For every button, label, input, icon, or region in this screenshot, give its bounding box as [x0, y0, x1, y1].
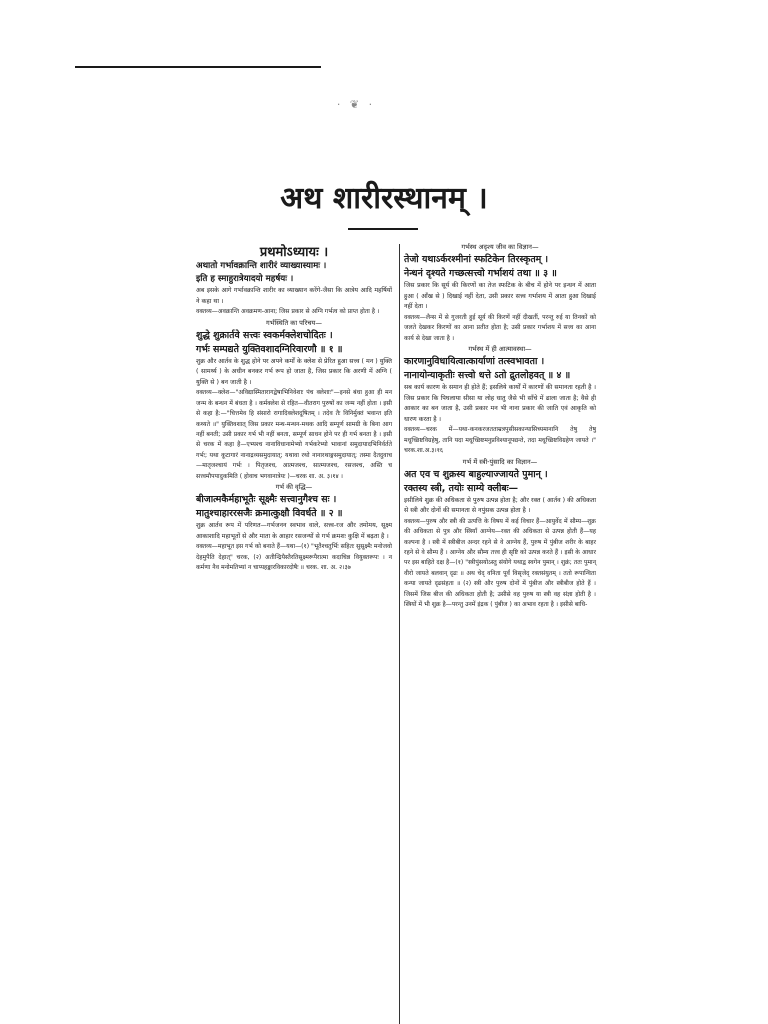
column-divider — [399, 244, 400, 1024]
translation-paragraph: शुक्र और आर्तव के शुद्ध होने पर अपने कर्मों के क्लेश से प्रेरित हुआ सत्त्व ( मन ) युक्ति ( सामर्थ्य ) के अधीन बनकर गर्भ रूप हो जाता है, जिस प्रकार कि अरणी में अग्नि ( युक्ति से ) बन जाती है । — [196, 357, 392, 386]
section-heading: गर्भस्थ में ही आत्मावस्था— — [468, 345, 532, 353]
verse-line: गर्भः सम्पद्यते युक्तिवशादग्निरिवारणौ ॥ १ ॥ — [196, 343, 343, 355]
decorative-ornament: · ❦ · — [336, 98, 376, 111]
verse-line: अत एव च शुक्रस्य बाहुल्याज्जायते पुमान् । — [404, 468, 548, 480]
commentary-paragraph: वक्तव्य—चरक में—यथा-कनकरजतताम्रत्रपुसीसकान्यासिच्यमानानि तेषु तेषु मधूच्छिष्टविग्रहेषु, तानि यदा मधूच्छिष्टमनुप्रविश्यानूपद्यन्ते, तदा मधूच्छिष्टविग्रहेण जायते ।" चरक.शा.अ.३।१६ — [404, 426, 596, 455]
commentary-paragraph: वक्तव्य—लैन्स में से गुजरती हुई सूर्य की किरणें नहीं दीखतीं, परन्तु रुई या तिनकों को जलते देखकर किरणों का आना प्रतीत होता है; उसी प्रकार गर्भाशय में सत्त्व का आना कार्य से देखा जाता है । — [404, 313, 596, 342]
section-heading: गर्भस्थिति का परिचय— — [266, 318, 322, 327]
verse-line: कारणानुविधायित्वात्कार्याणां तत्स्वभावता । — [404, 356, 545, 367]
verse-line: नेन्धनं दृश्यते गच्छत्सत्त्वो गर्भाशयं तथा ॥ ३ ॥ — [404, 268, 557, 279]
section-heading: गर्भ की वृद्धि— — [275, 483, 313, 492]
title-underline — [348, 228, 418, 230]
page-title: अथ शारीरस्थानम् । — [280, 181, 488, 216]
right-column — [404, 242, 596, 610]
translation-paragraph: जिस प्रकार कि सूर्य की किरणों का तेज स्फटिक के बीच में होने पर इन्धन में आता हुआ ( आँख से ) दिखाई नहीं देता, उसी प्रकार सत्त्व गर्भाशय में आता हुआ दिखाई नहीं देता । — [404, 282, 596, 311]
section-heading: गर्भस्थ अदृश्य जीव का विज्ञान— — [461, 243, 539, 251]
translation-paragraph: शुक्र आर्तव रूप में परिणत—गर्भजनन स्वभाव वाले, सत्त्व-रज और तमोमय, सूक्ष्म आकाशादि महाभूतों से और माता के आहार रसजन्यों से गर्भ क्रमशः कुक्षि में बढ़ता है । — [196, 522, 392, 540]
verse-line: मातुश्चाहाररसजैः क्रमात्कुक्षौ विवर्धते ॥ २ ॥ — [196, 508, 343, 520]
commentary-paragraph: वक्तव्य—क्लेश—"अविद्यास्मितारागद्वेषाभिनिवेशाः पंच क्लेशाः"—इनसे बंधा हुआ ही मन जन्म के बन्धन में बंधता है । कर्मक्लेश से रहित—वीतराग पुरुषों का जन्म नहीं होता । इसी से कहा है:—"चित्तमेव हि संसारो रागादिक्लेशदूषितम् । तदेव तैः विनिर्मुक्तं भवान्त इति कथ्यते ॥" युक्तिवशात् जिस प्रकार मन्थ-मन्थन-मथक आदि सम्पूर्ण सामग्री के बिना आग नहीं बनती; उसी प्रकार गर्भ भी नहीं बनता, सम्पूर्ण साधन होने पर ही गर्भ बनता है । इसी से चरक में कहा है—एभ्यश्च नानाविधानामेभ्यो गर्भकरेभ्यो भावानां समुदायादभिनिर्वर्तते गर्भः; यथा कूटागारं नानाद्रव्यसमुदायात्; यथावा रथो नानारथाङ्गसमुदायात्; तस्मा दैतदुवाच—मातृजश्चायं गर्भः । पितृजश्च, आत्मजश्च, सात्म्यजश्च, रसजश्च, अस्ति च सत्त्वमौपपादुकमिति ( होवाच भगवानात्रेयः )—चरक शा. अ. ३।१४ । — [196, 389, 392, 480]
translation-paragraph: इसीलिये शुक्र की अधिकता से पुरुष उत्पन्न होता है; और रक्त ( आर्तव ) की अधिकता से स्त्री और दोनों की समानता से नपुंसक उत्पन्न होता है । — [404, 496, 596, 515]
verse-line: तेजो यथाऽर्करश्मीनां स्फटिकेन तिरस्कृतम् । — [404, 254, 549, 265]
verse-line: नानायोन्याकृतीः सत्त्वो धत्ते ऽतो द्रुतलोहवत् ॥ ४ ॥ — [404, 370, 571, 381]
verse-line: रक्तस्य स्त्री, तयोः साम्ये क्लीबः— — [404, 482, 519, 494]
verse-line: बीजात्मकैर्महाभूतैः सूक्ष्मैः सत्त्वानुगैश्च सः । — [196, 494, 337, 506]
left-column — [196, 242, 392, 573]
commentary-paragraph: वक्तव्य—अवक्रान्ति अवक्रमण-आना; जिस प्रकार से अग्नि गर्भत्व को प्राप्त होता है । — [196, 308, 380, 316]
verse-line: अथातो गर्भावक्रान्ति शारीरं व्याख्यास्यामः । — [196, 261, 327, 271]
section-heading: गर्भ में स्त्री-पुंसादि का विज्ञान— — [462, 457, 538, 466]
translation-paragraph: सब कार्य कारण के समान ही होते हैं; इसलिये कार्यों में कारणों की समानता रहती है । जिस प्रकार कि पिघलाया सीसा या लोह धातु जैसे भी साँचे में ढाला जाता है; वैसे ही आकार का बन जाता है, उसी प्रकार मन भी नाना प्रकार की जाति एवं आकृति को धारण करता है । — [404, 384, 596, 423]
commentary-paragraph: वक्तव्य—पुरुष और स्त्री की उत्पत्ति के विषय में कई विचार हैं—आयुर्वेद में सौम्य—शुक्र की अधिकता से पुत्र और स्त्रियाँ आग्नेय—रक्त की अधिकता से उत्पन्न होती हैं—यह कल्पना है । स्त्री में स्त्रीबीज अन्दर रहने से वे आग्नेय हैं, पुरुष में पुंबीज शरीर के बाहर रहने से वे सौम्य हैं । आग्नेय और सौम्य तत्त्व ही सृष्टि को उत्पन्न करते हैं । इसी के आधार पर इस बाहिते दक्ष है—(१) "स्त्रीपुंसयोऽस्तु संयोगे यथाद्व स्वगेन पुमान् । शुक्रं; ततः पुमान् वीरो जायते बलवान् दृढः ॥ अथ चेद् वनिता पूर्वं विसृजेद् रक्तसंयुतम् । ततो रूपान्विता कन्या जायते दृढसंहता ॥ (२) स्त्री और पुरुष दोनों में पुंबीज और स्त्रीबीज होते हैं । जिसमें जिस बीज की अधिकता होती है; उसीसे वह पुरुष या स्त्री वह संज्ञा होती है । स्त्रियों में भी शुक्र है—परन्तु उनमें इंद्रक ( पुंबीज ) का अभाव रहता है । इसीसे बाधि- — [404, 517, 596, 609]
verse-line: इति ह स्माहुरात्रेयादयो महर्षयः । — [196, 274, 294, 284]
commentary-paragraph: वक्तव्य—महाभूत इस गर्भ को बनाते हैं—यथा—(१) "भूतैश्चतुर्भिः सहितः सुसूक्ष्मैः मनोजवो देहमुपैति देहात्" चरक, (२) अतीन्द्रियैस्तैरतिसूक्ष्मरूपैरात्मा कदाचिन्न वियुक्तरूपः । न कर्मणा नैव मनोमतिभ्यां न चाप्यहङ्कारविकारदोषैः ॥ चरक. शा. अ. २।३७ — [196, 543, 392, 572]
verse-line: शुद्धे शुक्रार्तवे सत्त्वः स्वकर्मक्लेशचोदितः । — [196, 329, 333, 341]
top-rule — [75, 66, 321, 68]
chapter-heading: प्रथमोऽध्यायः । — [259, 245, 329, 260]
translation-paragraph: अब इसके आगे गर्भावक्रान्ति शारीर का व्याख्यान करेंगे-जैसा कि आत्रेय आदि महर्षियों ने कहा था । — [196, 287, 392, 305]
